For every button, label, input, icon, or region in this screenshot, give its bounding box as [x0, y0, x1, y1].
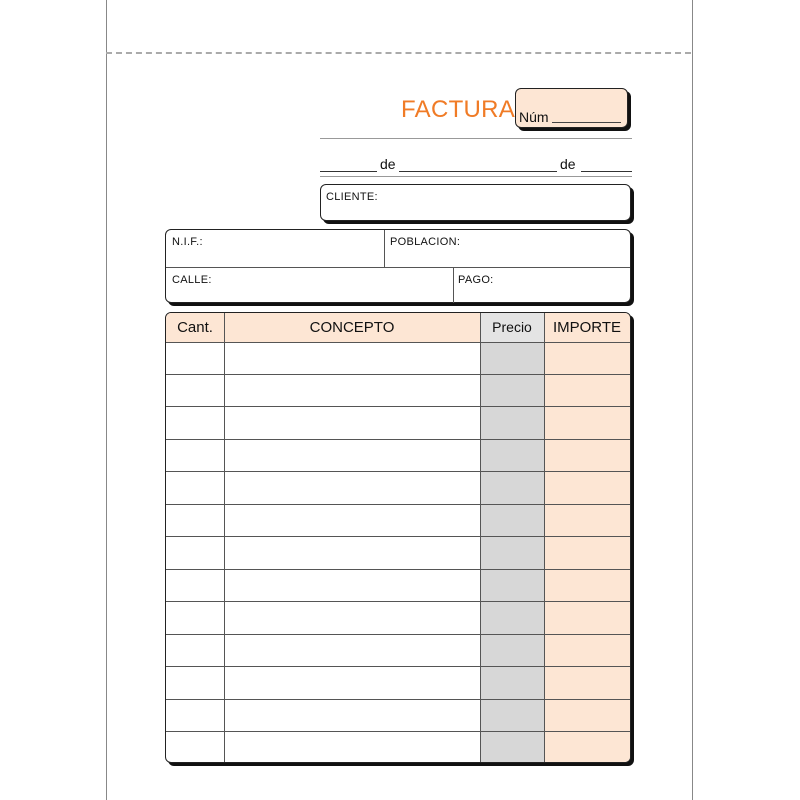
line-items-table [165, 312, 631, 763]
calle-label: CALLE: [172, 274, 212, 286]
table-row [166, 731, 630, 732]
nif-poblacion-divider [384, 230, 385, 267]
header-concepto: CONCEPTO [309, 319, 395, 336]
column-divider-concepto [480, 313, 481, 762]
client-label: CLIENTE: [326, 191, 378, 203]
table-row [166, 699, 630, 700]
table-row [166, 439, 630, 440]
customer-info-box [165, 229, 631, 303]
column-divider-cant [224, 313, 225, 762]
header-rule [320, 138, 632, 139]
date-connector-2: de [560, 156, 576, 172]
pago-label: PAGO: [458, 274, 494, 286]
invoice-number-label: Núm [519, 109, 549, 125]
table-row [166, 374, 630, 375]
calle-pago-divider [453, 267, 454, 303]
table-row [166, 471, 630, 472]
date-underline-rule [320, 176, 632, 177]
client-box [320, 184, 631, 221]
info-row-divider [166, 267, 630, 268]
date-day-line [320, 171, 377, 172]
poblacion-label: POBLACION: [390, 236, 461, 248]
date-year-line [581, 171, 632, 172]
table-row [166, 634, 630, 635]
table-row [166, 666, 630, 667]
header-precio: Precio [492, 319, 532, 335]
table-row [166, 342, 630, 343]
table-row [166, 504, 630, 505]
nif-label: N.I.F.: [172, 236, 203, 248]
invoice-title: FACTURA [401, 96, 516, 123]
header-cant: Cant. [177, 319, 213, 336]
perforation-line [106, 52, 691, 54]
table-row [166, 406, 630, 407]
invoice-number-box [515, 88, 628, 128]
header-importe: IMPORTE [552, 319, 622, 336]
date-connector-1: de [380, 156, 396, 172]
table-row [166, 536, 630, 537]
table-row [166, 601, 630, 602]
table-row [166, 569, 630, 570]
column-divider-precio [544, 313, 545, 762]
date-month-line [399, 171, 557, 172]
invoice-number-line [552, 122, 621, 123]
